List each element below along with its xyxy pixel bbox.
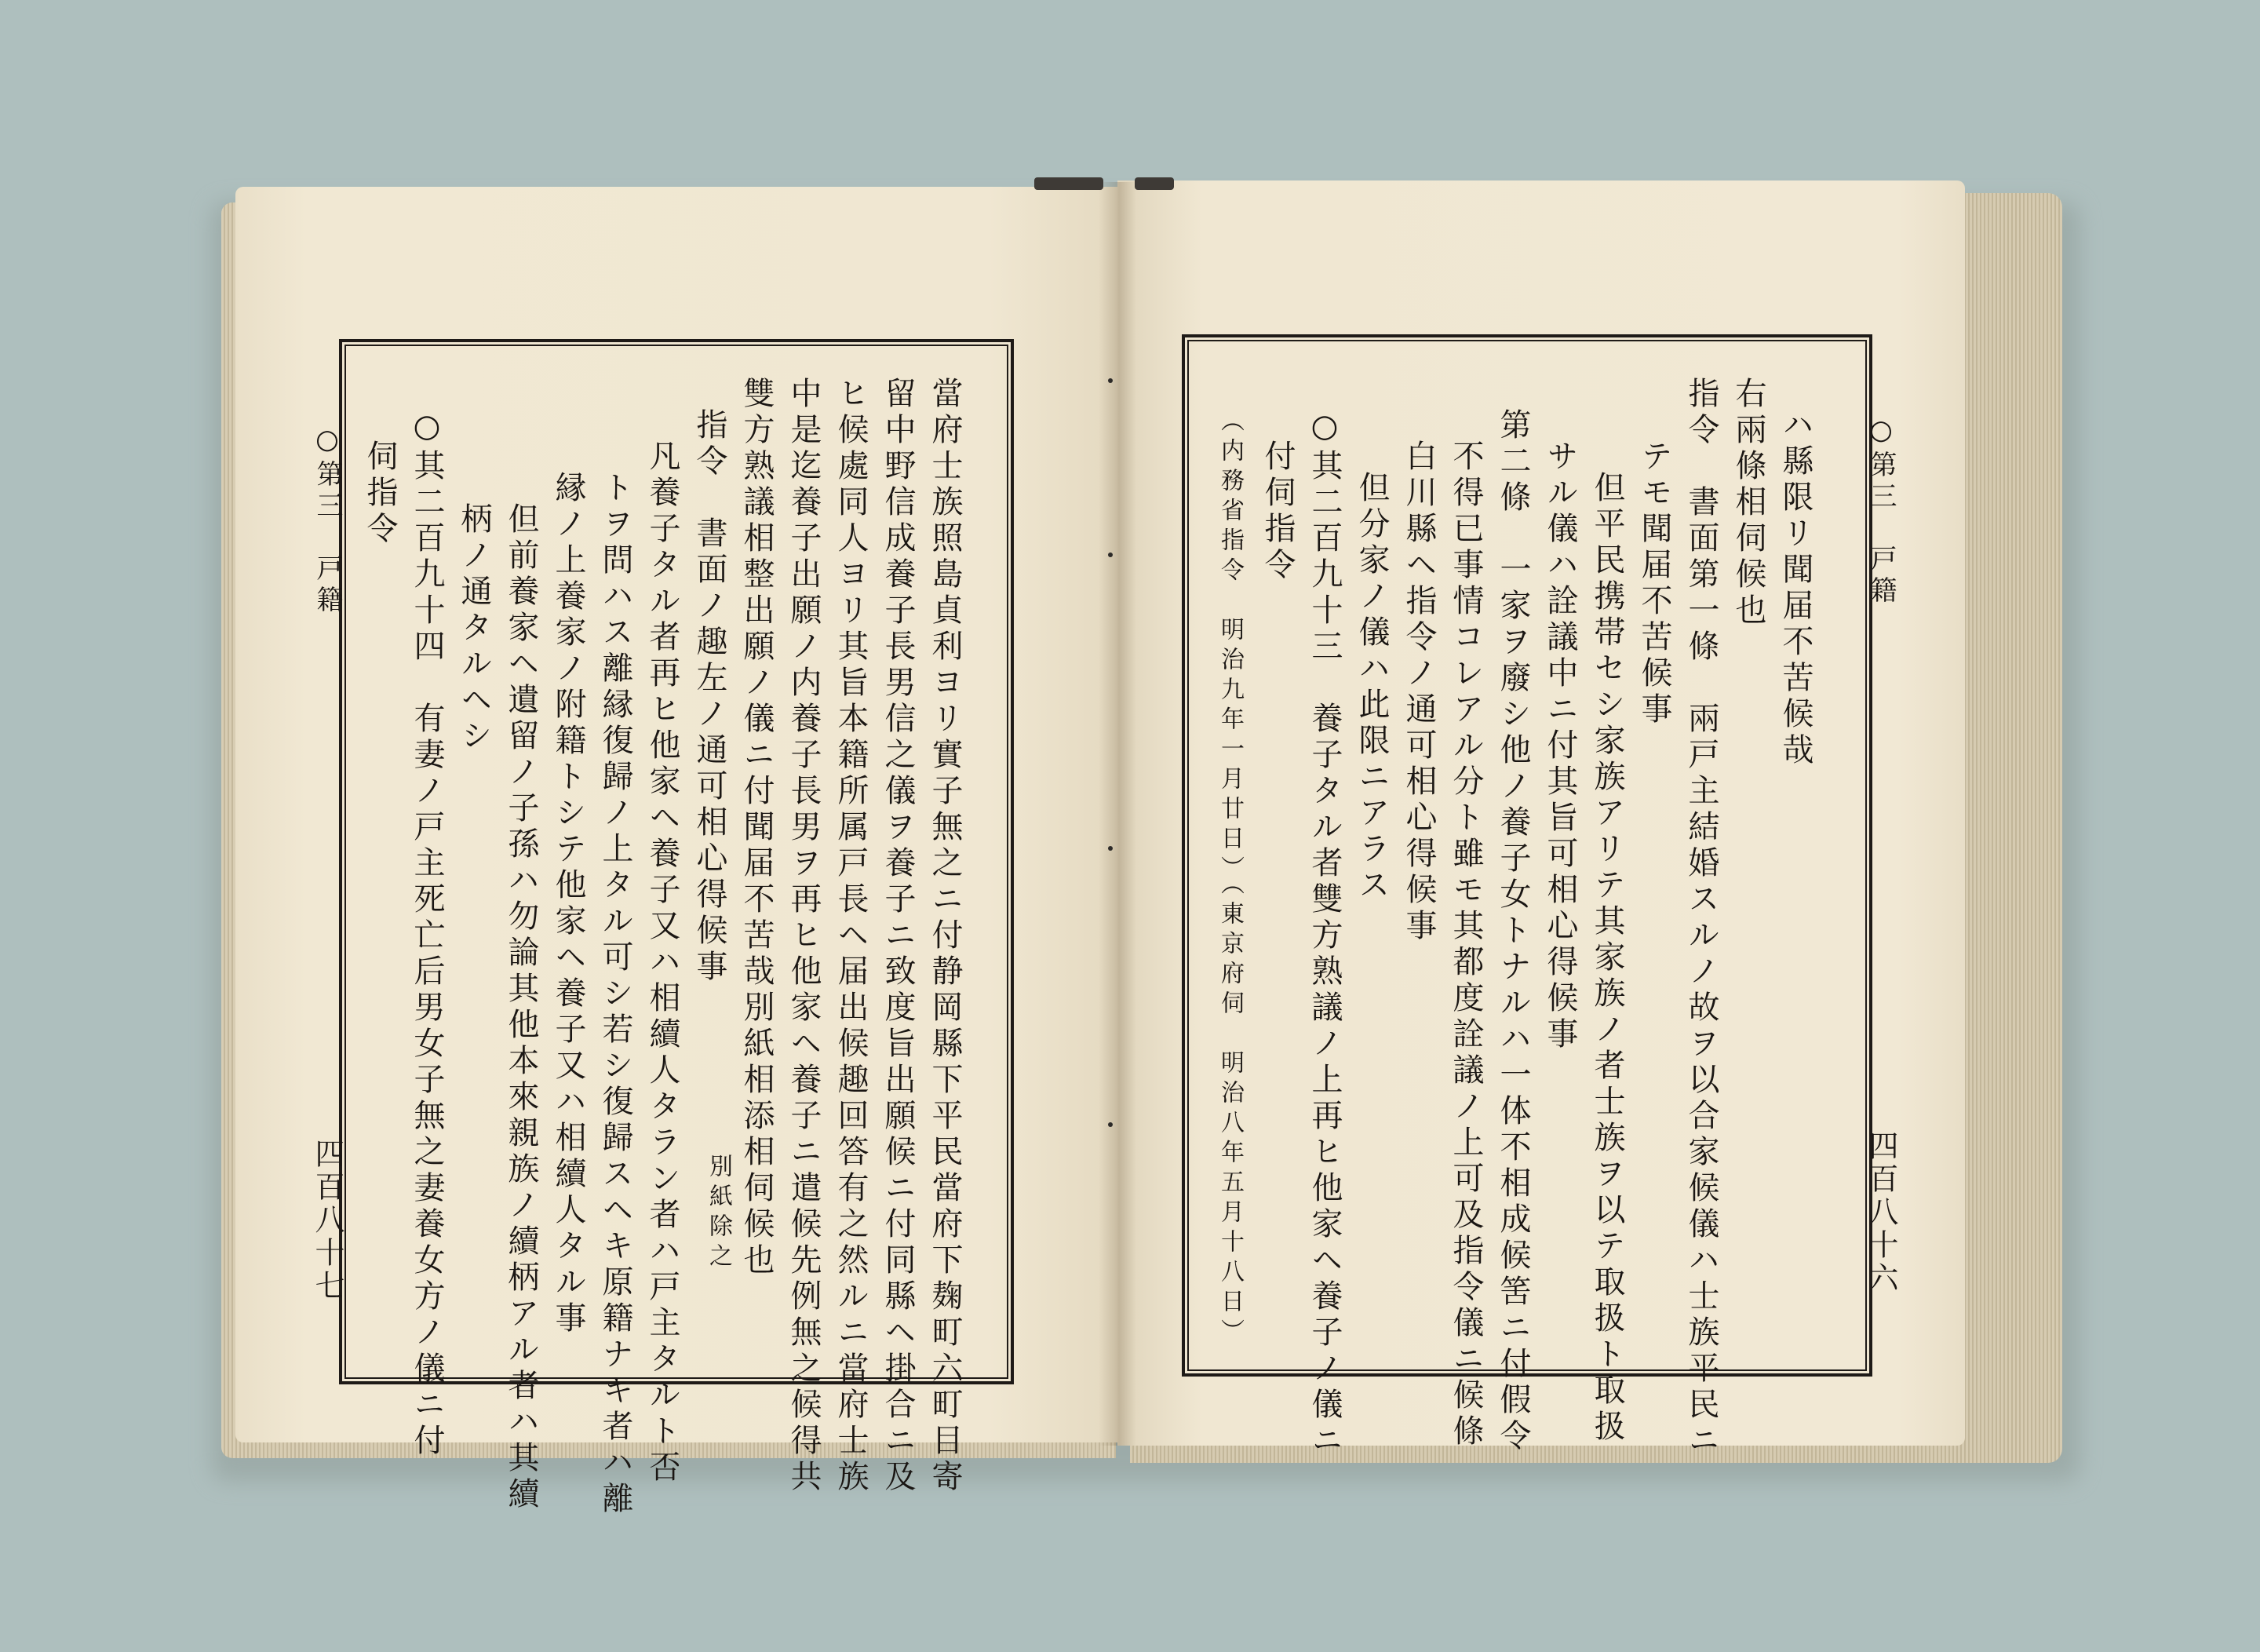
left-annotation: 別紙除之 [705, 1154, 732, 1273]
right-text-column: 第二條 一家ヲ廢シ他ノ養子女トナルハ一体不相成候筈ニ付假令 [1495, 408, 1531, 1455]
left-text-column: 縁ノ上養家ノ附籍トシテ他家ヘ養子又ハ相續人タル事 [550, 471, 586, 1337]
right-directive-note: （内務省指令 明治九年一月廿日） [1216, 408, 1244, 885]
left-text-column: ○其二百九十四 有妻ノ戸主死亡后男女子無之妻養女方ノ儀ニ付 [409, 408, 445, 1460]
right-text-column: 但平民携帯セシ家族アリテ其家族ノ者士族ヲ以テ取扱ト取扱 [1589, 471, 1625, 1446]
left-text-column: ヒ候處同人ヨリ其旨本籍所属戸長ヘ届出候趣回答有之然ルニ當府士族 [833, 377, 869, 1496]
right-text-column: 指令 書面第一條 兩戸主結婚スルノ故ヲ以合家候儀ハ士族平民ニ [1683, 377, 1719, 1460]
right-text-column: テモ聞届不苦候事 [1636, 439, 1672, 728]
book-gutter [1099, 182, 1136, 1446]
left-text-column: トヲ問ハス離縁復歸ノ上タル可シ若シ復歸スヘキ原籍ナキ者ハ離 [597, 471, 633, 1518]
right-text-column: 付伺指令 [1259, 439, 1296, 584]
binding-tab-left [1034, 177, 1103, 190]
right-text-column: ○其二百九十三 養子タル者雙方熟議ノ上再ヒ他家ヘ養子ノ儀ニ [1307, 408, 1343, 1460]
binding-stitch [1108, 552, 1113, 557]
right-text-column: サル儀ハ詮議中ニ付其旨可相心得候事 [1542, 439, 1578, 1053]
binding-stitch [1108, 378, 1113, 383]
left-text-column: 留中野信成養子長男信之儀ヲ養子ニ致度旨出願候ニ付同縣ヘ掛合ニ及 [880, 377, 916, 1496]
left-text-column: 中是迄養子出願ノ内養子長男ヲ再ヒ他家ヘ養子ニ遣候先例無之候得共 [786, 377, 822, 1496]
left-text-column: 但前養家ヘ遺留ノ子孫ハ勿論其他本來親族ノ續柄アル者ハ其續 [503, 502, 539, 1513]
right-page-number: 四百八十六 [1864, 1130, 1898, 1295]
right-text-column: 但分家ノ儀ハ此限ニアラス [1354, 471, 1390, 904]
right-footnote: （東京府伺 明治八年五月十八日） [1216, 871, 1244, 1348]
left-text-column: 當府士族照島貞利ヨリ實子無之ニ付静岡縣下平民當府下麹町六町目寄 [927, 377, 963, 1496]
left-text-column: 伺指令 [362, 439, 398, 548]
right-text-column: 右兩條相伺候也 [1730, 377, 1766, 629]
left-page-number: 四百八十七 [310, 1138, 344, 1303]
right-text-column: ハ縣限リ聞届不苦候哉 [1777, 408, 1813, 769]
right-text-column: 不得已事情コレアル分ト雖モ其都度詮議ノ上可及指令儀ニ候條 [1448, 439, 1484, 1450]
right-text-column: 白川縣ヘ指令ノ通可相心得候事 [1401, 439, 1437, 945]
left-text-column: 雙方熟議相整出願ノ儀ニ付聞届不苦哉別紙相添相伺候也 [738, 377, 775, 1279]
left-text-column: 柄ノ通タルヘシ [456, 502, 492, 755]
left-text-column: 凡養子タル者再ヒ他家ヘ養子又ハ相續人タラン者ハ戸主タルト否 [644, 439, 680, 1486]
left-text-column: 指令 書面ノ趣左ノ通可相心得候事 [691, 408, 727, 986]
left-running-header: ○第三 戸籍 [312, 424, 343, 617]
binding-tab-right [1135, 177, 1174, 190]
binding-stitch [1108, 846, 1113, 851]
binding-stitch [1108, 1122, 1113, 1127]
right-running-header: ○第三 戸籍 [1865, 414, 1897, 607]
